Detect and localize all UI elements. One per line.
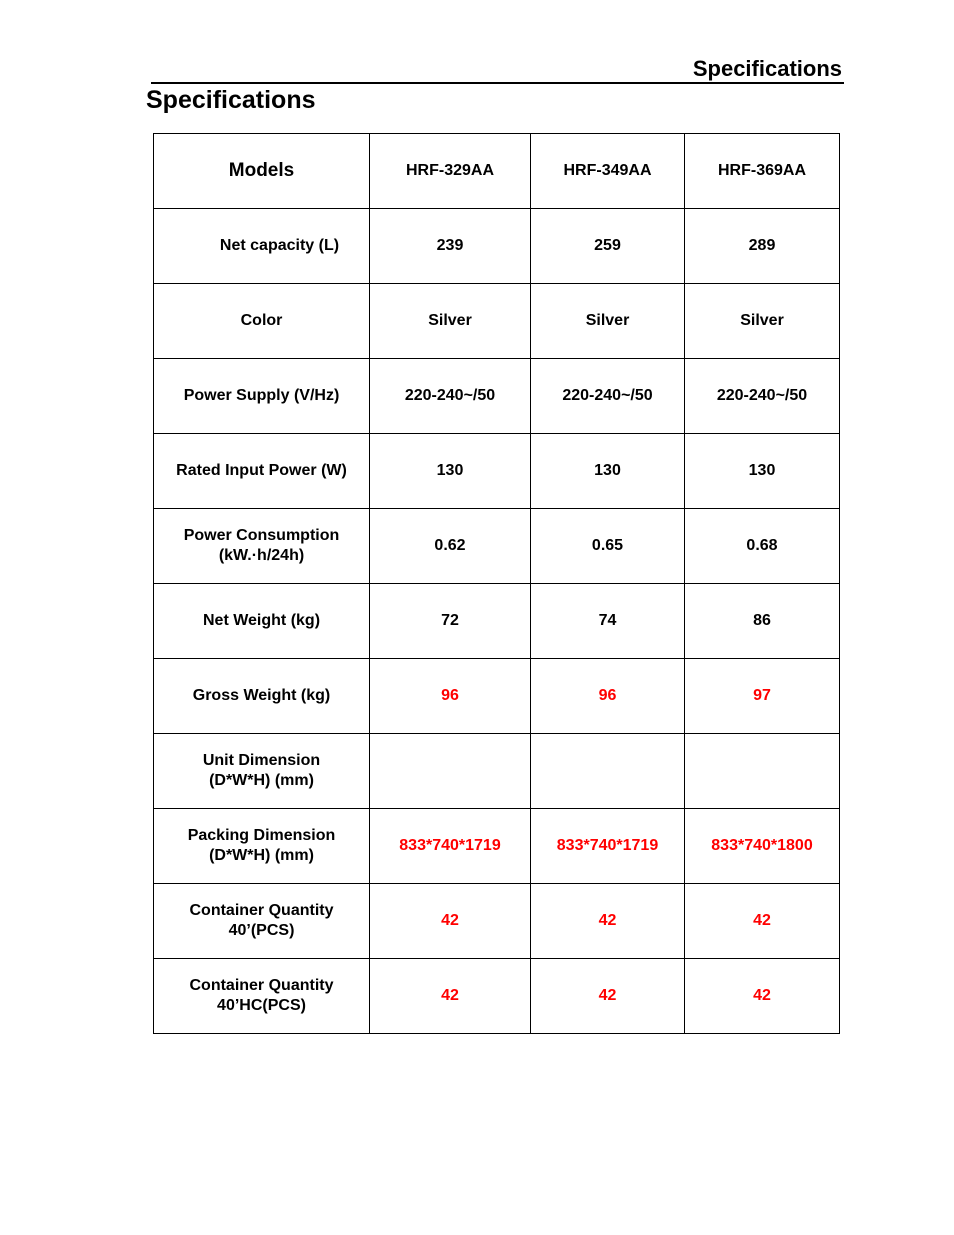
row-label — [154, 209, 370, 284]
cell-value: Silver — [685, 284, 840, 359]
cell-value: 220-240~/50 — [531, 359, 685, 434]
cell-value: 220-240~/50 — [370, 359, 531, 434]
cell-value: Silver — [370, 284, 531, 359]
cell-value: 0.62 — [370, 509, 531, 584]
cell-value: 239 — [370, 209, 531, 284]
table-row — [154, 209, 840, 284]
row-label-line: Unit Dimension — [202, 752, 321, 769]
row-label-line: Net Weight (kg) — [202, 612, 321, 629]
row-label — [154, 509, 370, 584]
row-label-line: (D*W*H) (mm) — [209, 772, 314, 789]
cell-value: 130 — [370, 434, 531, 509]
row-label-line: (kW.·h/24h) — [218, 547, 305, 564]
row-label — [154, 809, 370, 884]
row-label-line: Power Supply (V/Hz) — [183, 387, 340, 404]
table-row — [154, 884, 840, 959]
cell-value: 42 — [685, 959, 840, 1034]
row-label-line: Power Consumption — [183, 527, 340, 544]
row-label — [154, 359, 370, 434]
specifications-table — [153, 133, 840, 1034]
cell-value: 42 — [531, 959, 685, 1034]
cell-value: 42 — [685, 884, 840, 959]
row-label-line: Color — [240, 312, 283, 329]
row-label — [154, 734, 370, 809]
cell-value: 86 — [685, 584, 840, 659]
cell-value: 74 — [531, 584, 685, 659]
table-header-row — [154, 134, 840, 209]
table-row — [154, 959, 840, 1034]
model-name: HRF-349AA — [531, 134, 685, 209]
cell-value: 833*740*1719 — [531, 809, 685, 884]
table-row — [154, 734, 840, 809]
running-header — [151, 56, 844, 84]
row-label-line: Container Quantity — [189, 977, 334, 994]
cell-value: 42 — [370, 959, 531, 1034]
cell-value: 833*740*1719 — [370, 809, 531, 884]
table-row — [154, 659, 840, 734]
cell-value: 289 — [685, 209, 840, 284]
models-label: Models — [154, 134, 370, 209]
row-label-line: Net capacity (L) — [219, 237, 340, 254]
cell-value — [370, 734, 531, 809]
row-label — [154, 584, 370, 659]
cell-value: 96 — [370, 659, 531, 734]
row-label-line: Container Quantity — [189, 902, 334, 919]
table-row — [154, 284, 840, 359]
cell-value: 0.65 — [531, 509, 685, 584]
cell-value: 0.68 — [685, 509, 840, 584]
table-row — [154, 434, 840, 509]
cell-value: 72 — [370, 584, 531, 659]
row-label — [154, 659, 370, 734]
row-label-line: Gross Weight (kg) — [192, 687, 331, 704]
cell-value: 220-240~/50 — [685, 359, 840, 434]
row-label — [154, 884, 370, 959]
cell-value — [685, 734, 840, 809]
row-label — [154, 959, 370, 1034]
cell-value: 42 — [531, 884, 685, 959]
model-name: HRF-369AA — [685, 134, 840, 209]
row-label-line: (D*W*H) (mm) — [209, 847, 314, 864]
cell-value — [531, 734, 685, 809]
table-row — [154, 359, 840, 434]
row-label-line: 40’(PCS) — [228, 922, 295, 939]
table-row — [154, 509, 840, 584]
cell-value: 259 — [531, 209, 685, 284]
row-label — [154, 284, 370, 359]
table-row — [154, 584, 840, 659]
row-label-line: Rated Input Power (W) — [176, 462, 347, 479]
cell-value: Silver — [531, 284, 685, 359]
row-label — [154, 434, 370, 509]
model-name: HRF-329AA — [370, 134, 531, 209]
cell-value: 97 — [685, 659, 840, 734]
cell-value: 833*740*1800 — [685, 809, 840, 884]
table-row — [154, 809, 840, 884]
row-label-line: Packing Dimension — [187, 827, 336, 844]
cell-value: 42 — [370, 884, 531, 959]
page-title: Specifications — [146, 86, 316, 114]
running-header-title: Specifications — [692, 56, 842, 81]
row-label-line: 40’HC(PCS) — [217, 997, 306, 1014]
cell-value: 96 — [531, 659, 685, 734]
cell-value: 130 — [531, 434, 685, 509]
cell-value: 130 — [685, 434, 840, 509]
